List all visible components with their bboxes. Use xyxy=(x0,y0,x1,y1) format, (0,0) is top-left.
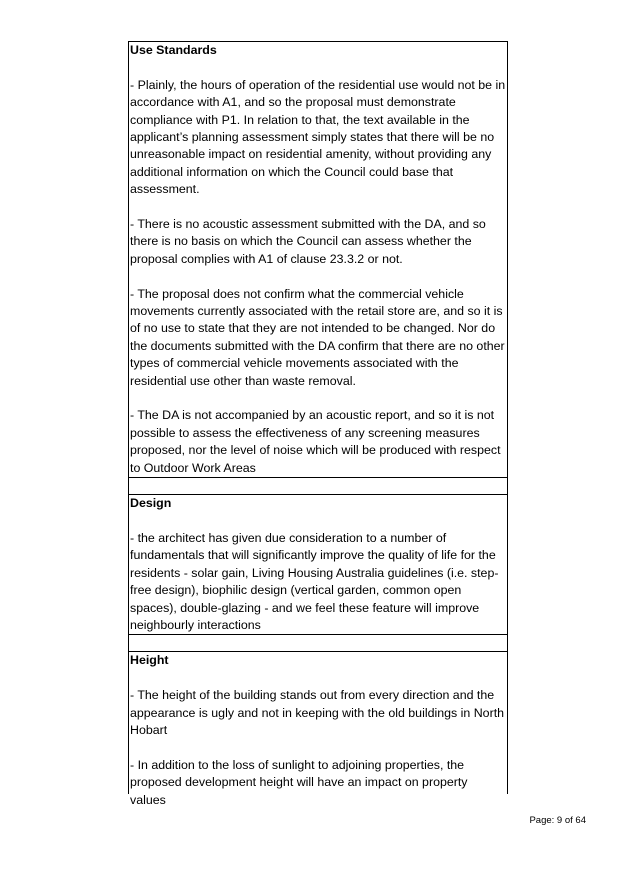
table-spacer-row xyxy=(129,478,507,495)
section-heading: Design xyxy=(130,496,172,511)
section-use-standards xyxy=(129,42,507,478)
section-paragraph: - Plainly, the hours of operation of the residential use would not be in accordance with A1, and so the proposal must demonstrate compliance with P1. In relation to that, the text available in the applicant’s planning assessment simply states that there will be no unreasonable impact on residential amenity, without providing any additional information on which the Council could base that assessment. xyxy=(130,77,506,197)
section-design xyxy=(129,495,507,635)
page-number: Page: 9 of 64 xyxy=(529,815,586,826)
section-paragraph: - The DA is not accompanied by an acoustic report, and so it is not possible to assess the effectiveness of any screening measures proposed, nor the level of noise which will be produced with respect to Outdoor Work Areas xyxy=(130,408,501,475)
table-spacer-row xyxy=(129,635,507,652)
section-heading: Height xyxy=(130,653,169,668)
section-paragraph: - the architect has given due consideration to a number of fundamentals that will significantly improve the quality of life for the residents - solar gain, Living Housing Australia guidelines (i.e. step-free design), biophilic design (vertical garden, common open spaces), double-glazing - and we feel these feature will improve neighbourly interactions xyxy=(130,530,499,632)
section-height xyxy=(129,652,507,809)
section-paragraph: - In addition to the loss of sunlight to adjoining properties, the proposed development height will have an impact on property values xyxy=(130,757,468,807)
comments-table xyxy=(128,41,508,807)
section-paragraph: - There is no acoustic assessment submitted with the DA, and so there is no basis on which the Council can assess whether the proposal complies with A1 of clause 23.3.2 or not. xyxy=(130,217,486,266)
section-paragraph: - The proposal does not confirm what the commercial vehicle movements currently associated with the retail store are, and so it is of no use to state that they are not intended to be changed. Nor do the documents submitted with the DA confirm that there are no other types of commercial vehicle movements associated with the residential use other than waste removal. xyxy=(130,286,505,388)
section-heading: Use Standards xyxy=(130,43,217,57)
section-paragraph: - The height of the building stands out from every direction and the appearance is ugly and not in keeping with the old buildings in North Hobart xyxy=(130,688,505,737)
